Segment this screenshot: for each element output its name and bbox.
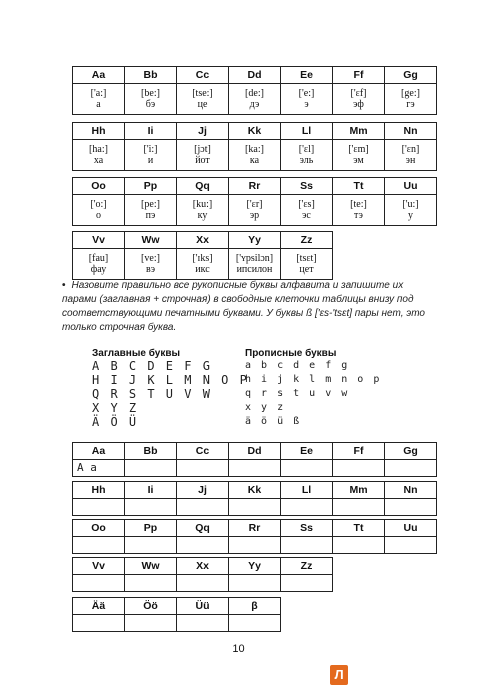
letter-header: Ii	[125, 123, 177, 140]
answer-cell[interactable]	[125, 537, 177, 554]
letter-pronunciation	[281, 84, 333, 115]
letter-header: Rr	[229, 178, 281, 195]
cyrillic-name: бэ	[145, 99, 156, 110]
cyrillic-name: дэ	[249, 99, 260, 110]
letter-header: Cc	[177, 67, 229, 84]
answer-cell[interactable]	[229, 499, 281, 516]
answer-cell[interactable]	[229, 615, 281, 632]
task-instruction	[62, 279, 440, 335]
letter-header: Nn	[385, 482, 437, 499]
answer-cell[interactable]	[385, 499, 437, 516]
transcription: ['ɛl]	[298, 144, 315, 155]
letter-pronunciation	[125, 249, 177, 280]
cyrillic-name: вэ	[145, 264, 155, 275]
letter-header: Cc	[177, 443, 229, 460]
bullet: •	[62, 280, 66, 291]
handwriting-line: Q R S T U V W	[92, 387, 212, 401]
answer-cell[interactable]	[281, 499, 333, 516]
handwriting-lower	[245, 348, 385, 429]
transcription: [ha:]	[89, 144, 108, 155]
transcription-table-2	[72, 122, 437, 171]
letter-pronunciation	[73, 84, 125, 115]
cyrillic-name: у	[408, 210, 413, 221]
letter-header: Bb	[125, 67, 177, 84]
transcription-table-4	[72, 231, 333, 280]
answer-cell[interactable]	[125, 615, 177, 632]
letter-header: Tt	[333, 520, 385, 537]
letter-pronunciation	[229, 195, 281, 226]
cyrillic-name: и	[147, 155, 154, 166]
letter-header: Vv	[73, 558, 125, 575]
cyrillic-name: икс	[195, 264, 210, 275]
letter-header: Uu	[385, 520, 437, 537]
cyrillic-name: йот	[195, 155, 210, 166]
answer-cell[interactable]	[177, 575, 229, 592]
answer-cell[interactable]	[281, 537, 333, 554]
letter-header: Mm	[333, 482, 385, 499]
letter-pronunciation	[177, 84, 229, 115]
cyrillic-name: тэ	[354, 210, 363, 221]
cyrillic-name: эм	[353, 155, 364, 166]
transcription: [te:]	[350, 199, 367, 210]
answer-cell[interactable]	[229, 460, 281, 477]
handwriting-line: ä ö ü ß	[245, 416, 302, 427]
cyrillic-name: пэ	[145, 210, 156, 221]
cyrillic-name: эль	[299, 155, 314, 166]
cyrillic-name: ипсилон	[236, 264, 273, 275]
transcription: ['a:]	[90, 88, 107, 99]
cyrillic-name: эн	[405, 155, 416, 166]
answer-cell[interactable]	[333, 537, 385, 554]
transcription: ['ʏpsilɔn]	[235, 253, 274, 264]
answer-cell[interactable]	[73, 575, 125, 592]
letter-header: Ff	[333, 443, 385, 460]
letter-header: Jj	[177, 482, 229, 499]
letter-pronunciation	[385, 140, 437, 171]
letter-header: Üü	[177, 598, 229, 615]
letter-header: Jj	[177, 123, 229, 140]
letter-pronunciation	[281, 249, 333, 280]
transcription: ['e:]	[298, 88, 315, 99]
transcription: [tsɛt]	[296, 253, 317, 264]
upper-letter-lines	[92, 359, 249, 429]
cyrillic-name: фау	[90, 264, 107, 275]
letter-pronunciation	[333, 195, 385, 226]
cyrillic-name: а	[96, 99, 101, 110]
letter-header: Bb	[125, 443, 177, 460]
transcription: ['ɛr]	[246, 199, 263, 210]
answer-cell[interactable]	[229, 537, 281, 554]
letter-pronunciation	[125, 195, 177, 226]
letter-pronunciation	[229, 249, 281, 280]
letter-header: Hh	[73, 123, 125, 140]
letter-pronunciation	[177, 249, 229, 280]
letter-header: Ww	[125, 558, 177, 575]
letter-header: Yy	[229, 558, 281, 575]
letter-header: Öö	[125, 598, 177, 615]
letter-pronunciation	[385, 84, 437, 115]
cyrillic-name: ха	[93, 155, 104, 166]
cyrillic-name: гэ	[406, 99, 415, 110]
transcription: [ge:]	[401, 88, 420, 99]
letter-header: Ee	[281, 67, 333, 84]
letter-pronunciation	[73, 140, 125, 171]
transcription: [tse:]	[192, 88, 213, 99]
letter-header: Vv	[73, 232, 125, 249]
letter-header: Dd	[229, 67, 281, 84]
transcription: ['ɛs]	[298, 199, 315, 210]
transcription: ['i:]	[143, 144, 158, 155]
letter-pronunciation	[125, 84, 177, 115]
letter-header: Ww	[125, 232, 177, 249]
handwriting-line: A B C D E F G	[92, 359, 212, 373]
transcription: [ve:]	[141, 253, 160, 264]
answer-cell[interactable]	[73, 460, 125, 477]
publisher-logo: Л	[330, 665, 348, 685]
answer-cell[interactable]	[385, 537, 437, 554]
cyrillic-name: эф	[353, 99, 364, 110]
letter-header: Ii	[125, 482, 177, 499]
letter-header: Xx	[177, 558, 229, 575]
letter-pronunciation	[333, 84, 385, 115]
letter-pronunciation	[385, 195, 437, 226]
answer-cell[interactable]	[177, 615, 229, 632]
transcription: ['o:]	[90, 199, 107, 210]
letter-header: Aa	[73, 443, 125, 460]
cyrillic-name: о	[96, 210, 101, 221]
answer-cell[interactable]	[73, 537, 125, 554]
transcription: [fau]	[88, 253, 109, 264]
practice-table-4	[72, 557, 333, 592]
letter-header: Hh	[73, 482, 125, 499]
letter-header: Dd	[229, 443, 281, 460]
letter-header: Oo	[73, 178, 125, 195]
task-text: Назовите правильно все рукописные буквы алфавита и запишите их парами (заглавная + строчная) в свободные клеточки таблицы внизу под соответствующими печатными буквами. У буквы ß ['ɛs-'tsɛt] пары нет, это только строчная буква.	[62, 280, 425, 333]
practice-table-2	[72, 481, 437, 516]
letter-header: Aa	[73, 67, 125, 84]
handwriting-line: x y z	[245, 402, 286, 413]
answer-cell[interactable]	[177, 537, 229, 554]
transcription: [ku:]	[192, 199, 213, 210]
letter-header: Mm	[333, 123, 385, 140]
cyrillic-name: це	[197, 99, 208, 110]
letter-pronunciation	[177, 195, 229, 226]
practice-table-3	[72, 519, 437, 554]
cyrillic-name: ку	[197, 210, 208, 221]
transcription: ['ɛm]	[348, 144, 369, 155]
answer-cell[interactable]	[281, 575, 333, 592]
upper-title: Заглавные буквы	[92, 348, 181, 359]
letter-header: Kk	[229, 123, 281, 140]
handwriting-upper	[92, 348, 249, 429]
letter-header: Ee	[281, 443, 333, 460]
letter-pronunciation	[281, 195, 333, 226]
cyrillic-name: эс	[302, 210, 311, 221]
handwriting-line: Ä Ö Ü	[92, 415, 139, 429]
practice-table-1	[72, 442, 437, 477]
letter-header: Gg	[385, 67, 437, 84]
letter-pronunciation	[73, 249, 125, 280]
letter-header: Tt	[333, 178, 385, 195]
letter-header: Gg	[385, 443, 437, 460]
letter-pronunciation	[229, 140, 281, 171]
answer-cell[interactable]	[125, 460, 177, 477]
answer-cell[interactable]	[73, 499, 125, 516]
letter-pronunciation	[73, 195, 125, 226]
letter-header: Ll	[281, 123, 333, 140]
letter-header: Ss	[281, 178, 333, 195]
letter-pronunciation	[281, 140, 333, 171]
letter-header: Ll	[281, 482, 333, 499]
letter-header: Nn	[385, 123, 437, 140]
transcription-table-1	[72, 66, 437, 115]
letter-header: β	[229, 598, 281, 615]
sample-answer: A a	[77, 461, 97, 474]
letter-header: Uu	[385, 178, 437, 195]
letter-header: Zz	[281, 232, 333, 249]
transcription: ['ɛf]	[350, 88, 367, 99]
transcription: [pe:]	[141, 199, 160, 210]
answer-cell[interactable]	[177, 460, 229, 477]
cyrillic-name: ка	[249, 155, 260, 166]
handwriting-line: H I J K L M N O P	[92, 373, 249, 387]
handwriting-line: q r s t u v w	[245, 388, 350, 399]
letter-header: Zz	[281, 558, 333, 575]
answer-cell[interactable]	[333, 460, 385, 477]
letter-header: Xx	[177, 232, 229, 249]
letter-header: Kk	[229, 482, 281, 499]
letter-header: Ss	[281, 520, 333, 537]
answer-cell[interactable]	[229, 575, 281, 592]
transcription-table-3	[72, 177, 437, 226]
letter-pronunciation	[125, 140, 177, 171]
letter-header: Pp	[125, 178, 177, 195]
transcription: [be:]	[141, 88, 160, 99]
transcription: ['u:]	[402, 199, 419, 210]
letter-pronunciation	[229, 84, 281, 115]
letter-header: Pp	[125, 520, 177, 537]
cyrillic-name: э	[304, 99, 309, 110]
letter-header: Ff	[333, 67, 385, 84]
practice-table-5	[72, 597, 281, 632]
answer-cell[interactable]	[73, 615, 125, 632]
lower-title: Прописные буквы	[245, 348, 337, 359]
answer-cell[interactable]	[177, 499, 229, 516]
letter-header: Qq	[177, 520, 229, 537]
letter-header: Oo	[73, 520, 125, 537]
handwriting-line: X Y Z	[92, 401, 139, 415]
letter-header: Rr	[229, 520, 281, 537]
answer-cell[interactable]	[125, 499, 177, 516]
letter-pronunciation	[333, 140, 385, 171]
page-number: 10	[232, 643, 245, 655]
letter-header: Qq	[177, 178, 229, 195]
answer-cell[interactable]	[385, 460, 437, 477]
letter-header: Ää	[73, 598, 125, 615]
letter-pronunciation	[177, 140, 229, 171]
handwriting-line: a b c d e f g	[245, 360, 350, 371]
answer-cell[interactable]	[333, 499, 385, 516]
transcription: [de:]	[245, 88, 264, 99]
cyrillic-name: эр	[249, 210, 260, 221]
letter-header: Yy	[229, 232, 281, 249]
transcription: ['ɪks]	[192, 253, 213, 264]
lower-letter-lines	[245, 359, 385, 429]
answer-cell[interactable]	[281, 460, 333, 477]
answer-cell[interactable]	[125, 575, 177, 592]
transcription: [ka:]	[245, 144, 264, 155]
transcription: ['ɛn]	[401, 144, 420, 155]
handwriting-line: h i j k l m n o p	[245, 374, 382, 385]
cyrillic-name: цет	[299, 264, 314, 275]
transcription: [jɔt]	[194, 144, 211, 155]
